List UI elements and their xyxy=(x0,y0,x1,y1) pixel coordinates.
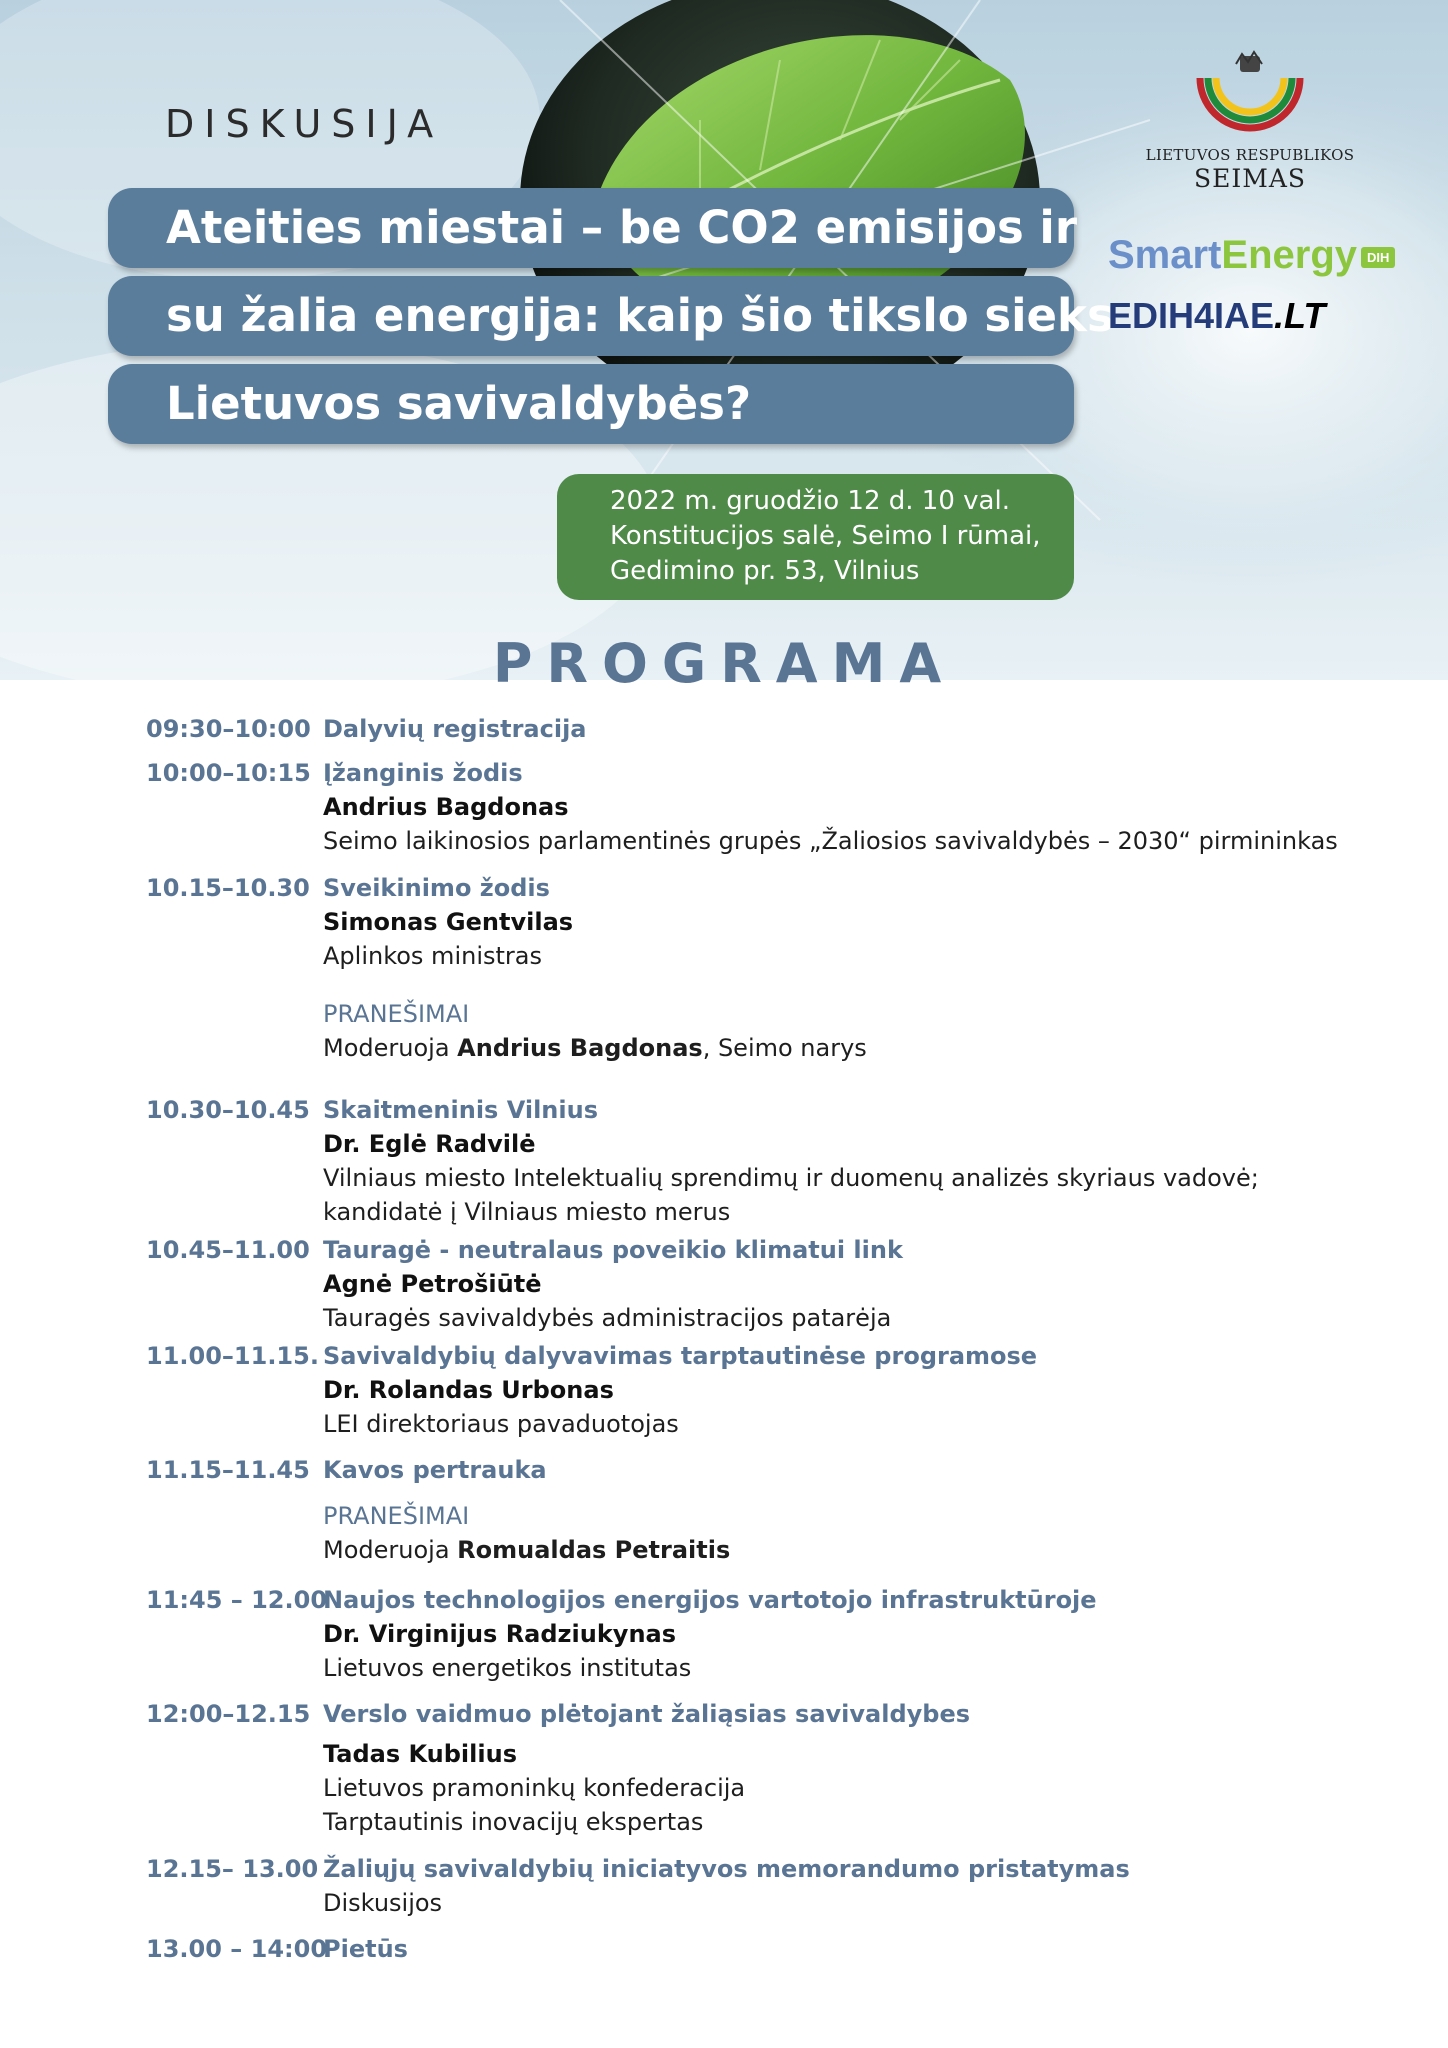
schedule-topic: Savivaldybių dalyvavimas tarptautinėse programose xyxy=(323,1342,1038,1370)
schedule-content xyxy=(323,1499,1346,1567)
event-date: 2022 m. gruodžio 12 d. 10 val. xyxy=(610,486,1010,516)
schedule-time: 11.15–11.45 xyxy=(146,1456,310,1484)
speaker-role: Seimo laikinosios parlamentinės grupės „Žaliosios savivaldybės – 2030“ pirmininkas xyxy=(323,827,1338,855)
moderator-name: Romualdas Petraitis xyxy=(457,1536,731,1564)
seimas-logo-line1: LIETUVOS RESPUBLIKOS xyxy=(1145,146,1355,164)
schedule-content xyxy=(323,1852,1346,1920)
schedule-time-empty xyxy=(146,1499,323,1567)
smart-energy-logo xyxy=(1108,233,1395,278)
schedule-content xyxy=(323,712,1346,746)
smart-energy-badge: DIH xyxy=(1361,247,1395,268)
moderator-suffix: , Seimo narys xyxy=(702,1034,867,1062)
schedule-content xyxy=(323,1697,1346,1839)
schedule-row xyxy=(146,1852,1346,1920)
schedule-row xyxy=(146,712,1346,746)
smart-energy-logo-part1: Smart xyxy=(1108,233,1222,277)
moderator-prefix: Moderuoja xyxy=(323,1536,458,1564)
presentations-section xyxy=(146,997,1346,1065)
schedule-time: 09:30–10:00 xyxy=(146,715,311,743)
speaker-role: kandidatė į Vilniaus miesto merus xyxy=(323,1198,731,1226)
speaker-name: Dr. Virginijus Radziukynas xyxy=(323,1620,677,1648)
schedule xyxy=(146,712,1346,1966)
schedule-time-empty xyxy=(146,997,323,1065)
schedule-time: 12.15– 13.00 xyxy=(146,1855,319,1883)
speaker-role: Tarptautinis inovacijų ekspertas xyxy=(323,1808,704,1836)
schedule-topic: Sveikinimo žodis xyxy=(323,874,550,902)
event-address: Gedimino pr. 53, Vilnius xyxy=(610,556,920,586)
speaker-name: Andrius Bagdonas xyxy=(323,793,569,821)
schedule-row xyxy=(146,1339,1346,1441)
schedule-content xyxy=(323,1093,1346,1229)
schedule-topic: Pietūs xyxy=(323,1935,408,1963)
speaker-role: LEI direktoriaus pavaduotojas xyxy=(323,1410,679,1438)
section-label: PRANEŠIMAI xyxy=(323,1000,470,1028)
moderator-line xyxy=(323,1031,1346,1065)
schedule-topic: Skaitmeninis Vilnius xyxy=(323,1096,598,1124)
schedule-time: 10.15–10.30 xyxy=(146,874,310,902)
schedule-topic: Kavos pertrauka xyxy=(323,1456,547,1484)
speaker-name: Agnė Petrošiūtė xyxy=(323,1270,542,1298)
schedule-row xyxy=(146,1932,1346,1966)
schedule-time: 11:45 – 12.00 xyxy=(146,1586,328,1614)
speaker-role: Lietuvos pramoninkų konfederacija xyxy=(323,1774,746,1802)
schedule-row xyxy=(146,1093,1346,1229)
schedule-topic: Verslo vaidmuo plėtojant žaliąsias savivaldybes xyxy=(323,1700,971,1728)
schedule-row xyxy=(146,1453,1346,1487)
schedule-topic: Tauragė - neutralaus poveikio klimatui link xyxy=(323,1236,903,1264)
schedule-content xyxy=(323,1233,1346,1335)
title-line-2: su žalia energija: kaip šio tikslo sieks xyxy=(108,276,1074,356)
schedule-row xyxy=(146,1233,1346,1335)
event-venue: Konstitucijos salė, Seimo I rūmai, xyxy=(610,521,1041,551)
schedule-content xyxy=(323,1339,1346,1441)
event-details-box xyxy=(557,474,1074,600)
speaker-name: Simonas Gentvilas xyxy=(323,908,574,936)
schedule-content xyxy=(323,1453,1346,1487)
seimas-emblem-icon xyxy=(1190,48,1310,138)
event-type-label: DISKUSIJA xyxy=(165,102,444,146)
schedule-topic: Žaliųjų savivaldybių iniciatyvos memorandumo pristatymas xyxy=(323,1855,1130,1883)
edih-logo-suffix: .LT xyxy=(1274,295,1326,336)
schedule-row xyxy=(146,756,1346,858)
speaker-name: Dr. Eglė Radvilė xyxy=(323,1130,536,1158)
schedule-time: 13.00 – 14:00 xyxy=(146,1935,328,1963)
seimas-logo-line2: SEIMAS xyxy=(1193,164,1307,193)
schedule-topic: Naujos technologijos energijos vartotojo infrastruktūroje xyxy=(323,1586,1097,1614)
section-label: PRANEŠIMAI xyxy=(323,1502,470,1530)
program-title: PROGRAMA xyxy=(492,632,956,695)
presentations-section xyxy=(146,1499,1346,1567)
moderator-prefix: Moderuoja xyxy=(323,1034,458,1062)
speaker-role: Tauragės savivaldybės administracijos patarėja xyxy=(323,1304,892,1332)
seimas-logo xyxy=(1140,48,1360,198)
schedule-time: 12:00–12.15 xyxy=(146,1700,311,1728)
speaker-name: Dr. Rolandas Urbonas xyxy=(323,1376,614,1404)
moderator-line xyxy=(323,1533,1346,1567)
schedule-row xyxy=(146,871,1346,973)
moderator-name: Andrius Bagdonas xyxy=(457,1034,703,1062)
speaker-role: Diskusijos xyxy=(323,1889,443,1917)
smart-energy-logo-part2: Energy xyxy=(1221,233,1357,277)
schedule-time: 10:00–10:15 xyxy=(146,759,311,787)
speaker-name: Tadas Kubilius xyxy=(323,1740,517,1768)
schedule-row xyxy=(146,1697,1346,1839)
edih-logo xyxy=(1108,295,1325,337)
speaker-role: Aplinkos ministras xyxy=(323,942,542,970)
title-line-1: Ateities miestai – be CO2 emisijos ir xyxy=(108,188,1074,268)
edih-logo-main: EDIH4IAE xyxy=(1108,295,1275,336)
schedule-topic: Dalyvių registracija xyxy=(323,715,587,743)
schedule-row xyxy=(146,1583,1346,1685)
schedule-content xyxy=(323,997,1346,1065)
schedule-content xyxy=(323,1932,1346,1966)
schedule-time: 11.00–11.15. xyxy=(146,1342,319,1370)
schedule-content xyxy=(323,756,1346,858)
schedule-content xyxy=(323,871,1346,973)
schedule-content xyxy=(323,1583,1346,1685)
title-line-3: Lietuvos savivaldybės? xyxy=(108,364,1074,444)
schedule-time: 10.30–10.45 xyxy=(146,1096,310,1124)
speaker-role: Lietuvos energetikos institutas xyxy=(323,1654,692,1682)
schedule-topic: Įžanginis žodis xyxy=(323,759,523,787)
schedule-time: 10.45–11.00 xyxy=(146,1236,310,1264)
speaker-role: Vilniaus miesto Intelektualių sprendimų ir duomenų analizės skyriaus vadovė; xyxy=(323,1164,1259,1192)
